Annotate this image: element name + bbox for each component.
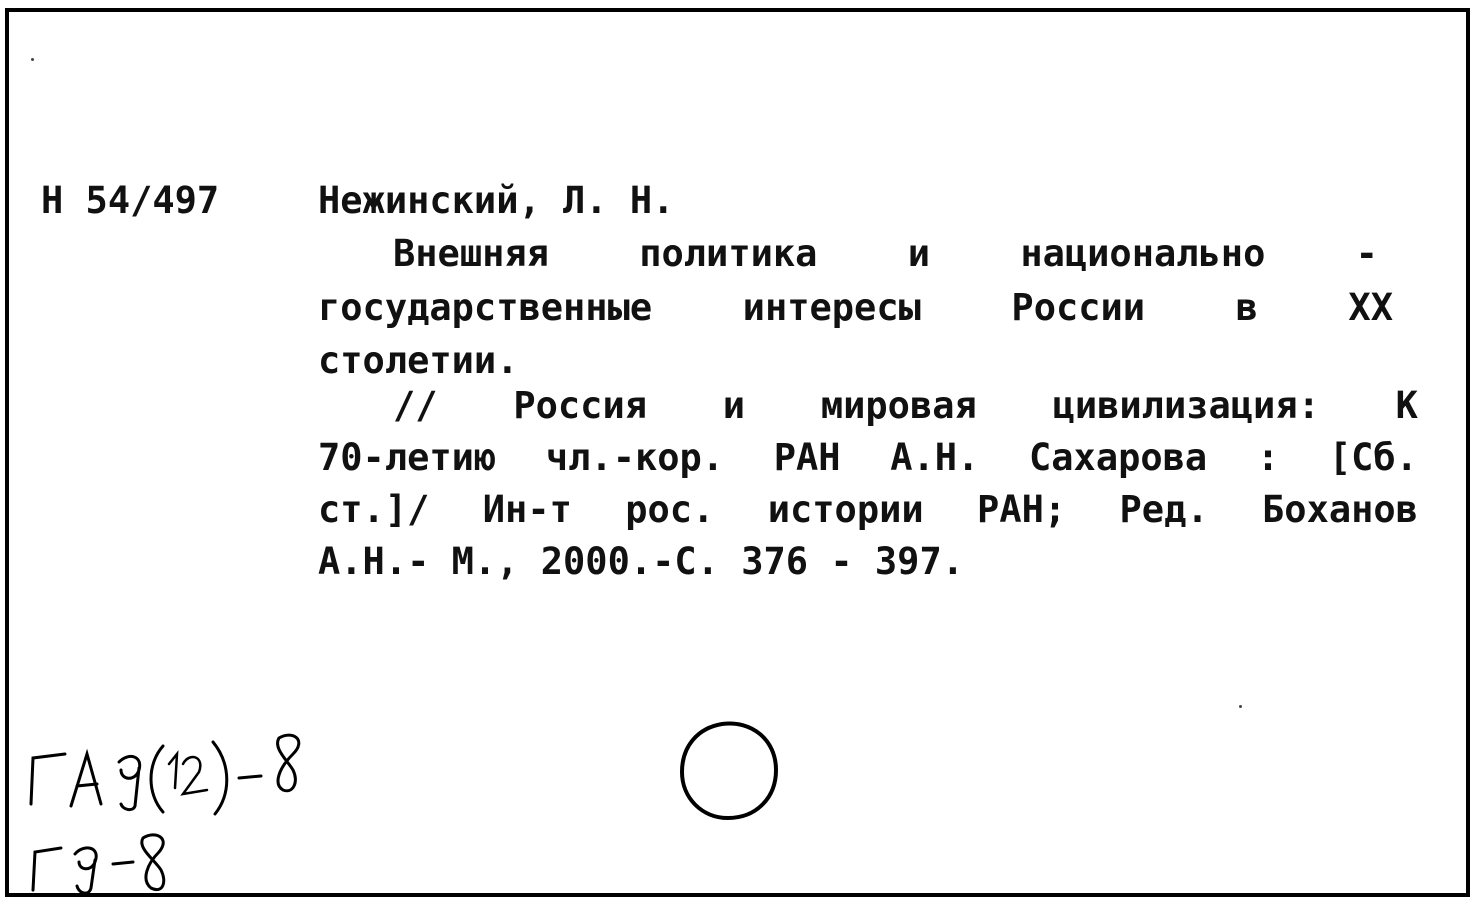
word: Внешняя [393, 232, 549, 275]
author-name: Нежинский, Л. Н. [318, 179, 675, 222]
source-line-1 [393, 384, 1418, 427]
word: цивилизация: [1052, 384, 1320, 427]
source-line-4: А.Н.- М., 2000.-С. 376 - 397. [318, 540, 965, 583]
word: чл.-кор. [545, 436, 725, 479]
word: [Сб. [1328, 436, 1418, 479]
word: XX [1348, 286, 1393, 329]
word: Боханов [1262, 488, 1418, 531]
word: политика [639, 232, 818, 275]
word: А.Н. [890, 436, 980, 479]
word: Ин-т [482, 488, 572, 531]
word: - [1355, 232, 1378, 275]
word: России [1011, 286, 1146, 329]
word: Сахарова [1029, 436, 1208, 479]
word: РАН [773, 436, 841, 479]
word: мировая [820, 384, 977, 427]
word: истории [767, 488, 924, 531]
word: ст.]/ [318, 488, 430, 531]
word: // [393, 384, 438, 427]
word: Ред. [1119, 488, 1209, 531]
word: государственные [318, 286, 653, 329]
speck-mark [31, 58, 34, 61]
title-line-2 [318, 286, 1393, 329]
word: в [1235, 286, 1258, 329]
handwritten-classmark-1 [17, 724, 307, 824]
punch-hole-circle [674, 718, 784, 824]
word: национально [1020, 232, 1266, 275]
word: РАН; [977, 488, 1067, 531]
word: интересы [742, 286, 921, 329]
catalog-card [5, 8, 1470, 897]
word: К [1395, 384, 1418, 427]
word: и [722, 384, 746, 427]
title-line-1 [393, 232, 1418, 275]
handwritten-classmark-2 [17, 824, 187, 904]
word: 70-летию [318, 436, 497, 479]
speck-mark [1239, 705, 1242, 708]
shelf-mark: Н 54/497 [41, 179, 220, 222]
word: Россия [513, 384, 647, 427]
source-line-2 [318, 436, 1418, 479]
title-line-3: столетии. [318, 339, 519, 382]
word: рос. [625, 488, 715, 531]
source-line-3 [318, 488, 1418, 531]
word: : [1256, 436, 1280, 479]
word: и [907, 232, 931, 275]
